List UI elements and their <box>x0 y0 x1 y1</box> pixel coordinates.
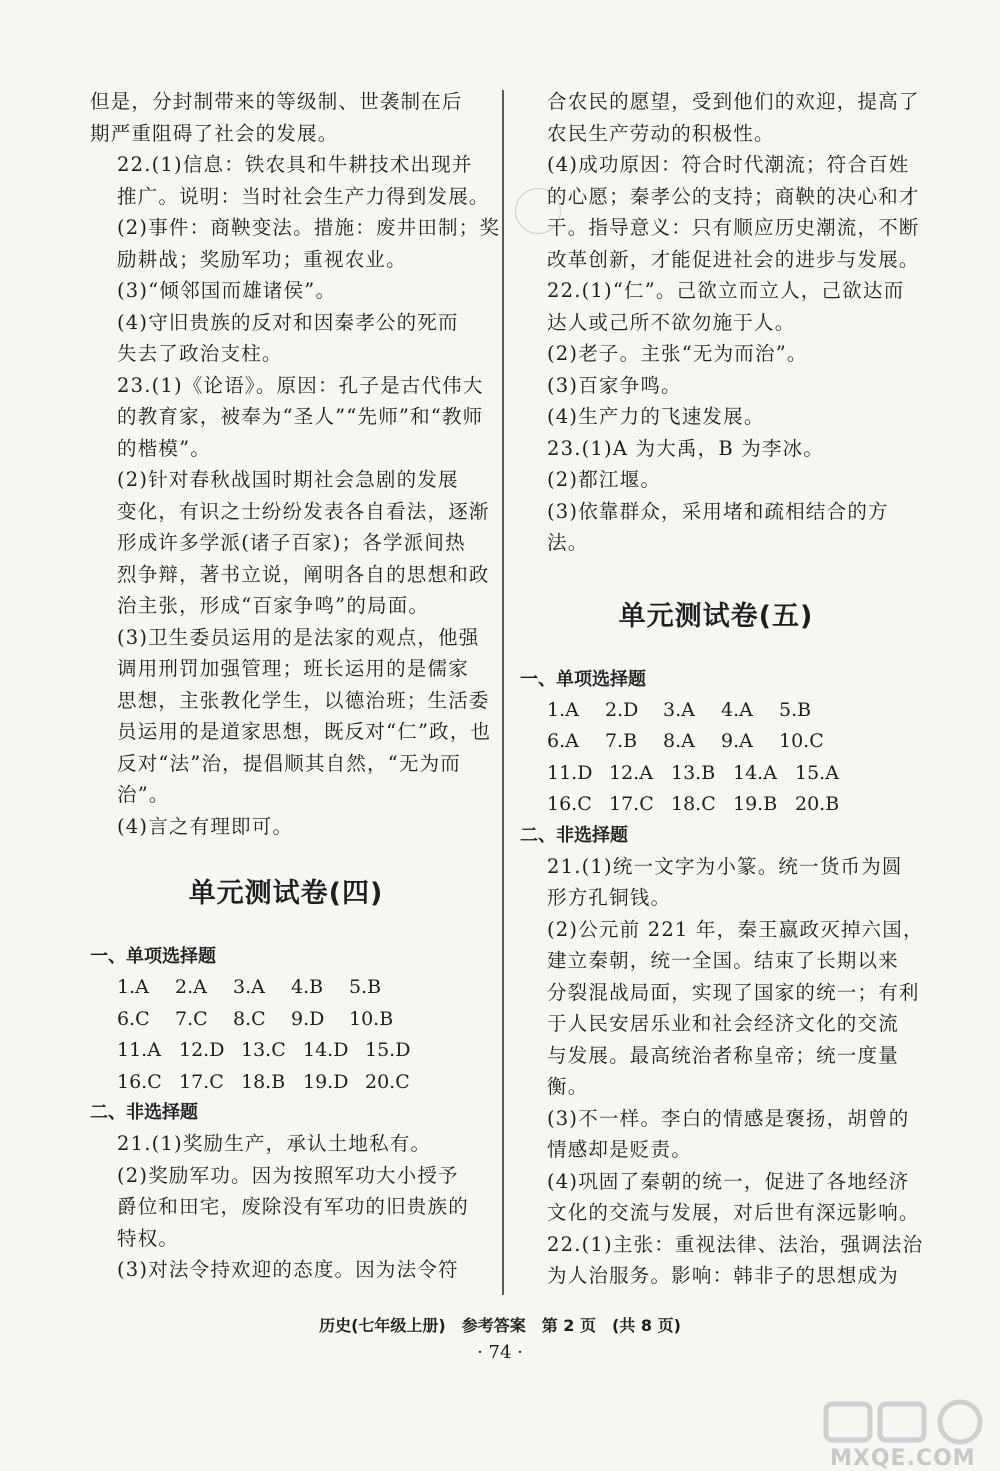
text-line: (3)卫生委员运用的是法家的观点，他强 <box>117 625 480 649</box>
answer-item: 18.C <box>671 793 716 815</box>
answer-item: 6.A <box>547 730 579 752</box>
section-heading: 一、单项选择题 <box>520 668 646 690</box>
text-line: (2)老子。主张“无为而治”。 <box>547 342 808 365</box>
text-line: 21.(1)奖励生产，承认土地私有。 <box>117 1132 432 1155</box>
answer-item: 20.B <box>795 793 840 815</box>
text-line: 烈争辩，著书立说，阐明各自的思想和政 <box>117 562 490 586</box>
text-line: 变化，有识之士纷纷发表各自看法，逐渐 <box>117 499 490 523</box>
unit-title: 单元测试卷(四) <box>188 878 384 909</box>
answer-item: 20.C <box>365 1070 410 1093</box>
text-line: 治主张，形成“百家争鸣”的局面。 <box>117 594 430 617</box>
answer-item: 12.A <box>609 761 653 784</box>
text-line: (4)成功原因：符合时代潮流；符合百姓 <box>547 153 910 176</box>
answer-item: 7.B <box>605 730 638 752</box>
text-line: 于人民安居乐业和社会经济文化的交流 <box>547 1012 899 1035</box>
section-heading: 二、非选择题 <box>90 1102 198 1123</box>
answer-row <box>90 1067 482 1099</box>
answer-item: 19.D <box>303 1070 349 1093</box>
text-line: 22.(1)信息：铁农具和牛耕技术出现并 <box>117 153 473 176</box>
spacer <box>520 559 912 589</box>
text-line: (4)言之有理即可。 <box>117 814 294 838</box>
answer-item: 8.C <box>233 1007 266 1030</box>
answer-item: 8.A <box>663 730 695 752</box>
spacer <box>90 842 482 866</box>
answer-item: 9.A <box>721 730 753 752</box>
answer-item: 15.A <box>795 761 839 784</box>
answer-item: 5.B <box>779 698 812 721</box>
text-line: (2)奖励军功。因为按照军功大小授予 <box>117 1163 459 1187</box>
answer-row <box>520 695 912 727</box>
answer-item: 12.D <box>179 1039 225 1061</box>
text-line: 21.(1)统一文字为小篆。统一货币为圆 <box>547 854 903 878</box>
answer-item: 14.A <box>733 761 777 784</box>
text-line: 失去了政治支柱。 <box>117 342 283 365</box>
answer-row <box>90 972 482 1004</box>
text-line: 反对“法”治，提倡顺其自然，“无为而 <box>117 751 462 775</box>
text-line: 22.(1)“仁”。己欲立而立人，己欲达而 <box>547 279 905 302</box>
text-line: (4)生产力的飞速发展。 <box>547 405 765 428</box>
answer-item: 4.A <box>721 698 753 721</box>
answer-row <box>520 726 912 758</box>
text-line: 形成许多学派(诸子百家)；各学派间热 <box>117 531 466 554</box>
answer-item: 17.C <box>179 1070 224 1093</box>
section-heading: 一、单项选择题 <box>90 946 216 967</box>
text-line: (3)百家争鸣。 <box>547 373 682 397</box>
column-divider <box>502 90 504 1295</box>
unit-title: 单元测试卷(五) <box>618 600 814 632</box>
spacer <box>520 645 912 665</box>
text-line: (2)公元前 221 年，秦王嬴政灭掉六国， <box>547 917 924 941</box>
answer-item: 16.C <box>547 793 592 815</box>
text-line: 的心愿；秦孝公的支持；商鞅的决心和才 <box>547 184 920 208</box>
text-line: 23.(1)《论语》。原因：孔子是古代伟大 <box>117 373 484 397</box>
text-line: 员运用的是道家思想，既反对“仁”政，也 <box>117 720 492 743</box>
answer-item: 7.C <box>175 1007 208 1030</box>
text-line: 22.(1)主张：重视法律、法治，强调法治 <box>547 1232 924 1256</box>
answer-row <box>90 1035 482 1067</box>
text-line: (2)事件：商鞅变法。措施：废井田制；奖 <box>117 216 501 239</box>
text-line: 23.(1)A 为大禹，B 为李冰。 <box>547 436 825 460</box>
section-heading: 二、非选择题 <box>520 824 628 846</box>
answer-item: 2.D <box>605 698 639 721</box>
left-column <box>90 86 501 1286</box>
answer-item: 14.D <box>303 1039 349 1061</box>
answer-row <box>520 758 912 790</box>
text-line: 分裂混战局面，实现了国家的统一；有利 <box>547 980 920 1004</box>
text-line: 治”。 <box>117 783 170 806</box>
answer-item: 6.C <box>117 1007 150 1030</box>
answer-item: 16.C <box>117 1070 162 1093</box>
answer-item: 15.D <box>365 1039 411 1061</box>
text-line: (4)巩固了秦朝的统一，促进了各地经济 <box>547 1169 910 1193</box>
right-column <box>520 86 924 1292</box>
page-footer: 历史(七年级上册) 参考答案 第 2 页 (共 8 页) <box>319 1316 681 1335</box>
answer-row <box>520 789 912 821</box>
answer-item: 3.A <box>663 698 695 721</box>
text-line: (3)不一样。李白的情感是褒扬，胡曾的 <box>547 1106 910 1130</box>
text-line: 为人治服务。影响：韩非子的思想成为 <box>547 1264 899 1287</box>
text-line: 的教育家，被奉为“圣人”“先师”和“教师 <box>117 405 484 428</box>
text-line: 但是，分封制带来的等级制、世袭制在后 <box>90 90 463 113</box>
text-line: (3)对法令持欢迎的态度。因为法令符 <box>117 1258 459 1281</box>
answer-item: 3.A <box>233 976 265 998</box>
text-line: 合农民的愿望，受到他们的欢迎，提高了 <box>547 90 920 113</box>
text-line: 调用刑罚加强管理；班长运用的是儒家 <box>117 657 469 680</box>
page-number: · 74 · <box>477 1342 523 1363</box>
text-line: 法。 <box>547 531 589 554</box>
answer-item: 13.C <box>241 1039 286 1061</box>
text-line: 建立秦朝，统一全国。结束了长期以来 <box>547 949 899 972</box>
answer-item: 1.A <box>547 698 579 721</box>
watermark-text: MXQE.COM <box>830 1446 976 1471</box>
text-line: 衡。 <box>547 1075 589 1098</box>
text-line: 与发展。最高统治者称皇帝；统一度量 <box>547 1043 899 1067</box>
answer-item: 10.B <box>349 1007 394 1030</box>
answer-item: 11.A <box>117 1039 161 1061</box>
text-line: 爵位和田宅，废除没有军功的旧贵族的 <box>117 1195 469 1218</box>
answer-item: 5.B <box>349 976 382 998</box>
text-line: 的楷模”。 <box>117 436 211 460</box>
spacer <box>90 922 482 942</box>
answer-item: 2.A <box>175 976 207 998</box>
text-line: (3)依靠群众，采用堵和疏相结合的方 <box>547 499 889 523</box>
text-line: (2)针对春秋战国时期社会急剧的发展 <box>117 468 459 491</box>
text-line: (4)守旧贵族的反对和因秦孝公的死而 <box>117 310 459 334</box>
answer-item: 9.D <box>291 1007 325 1030</box>
text-line: 期严重阻碍了社会的发展。 <box>90 121 339 145</box>
text-line: 特权。 <box>117 1226 180 1250</box>
text-line: 改革创新，才能促进社会的进步与发展。 <box>547 247 920 271</box>
answer-item: 13.B <box>671 761 716 784</box>
text-line: 思想，主张教化学生，以德治班；生活委 <box>117 688 490 712</box>
text-line: 达人或己所不欲勿施于人。 <box>547 310 796 334</box>
answer-item: 11.D <box>547 761 593 784</box>
answer-item: 10.C <box>779 730 824 752</box>
text-line: 干。指导意义：只有顺应历史潮流，不断 <box>547 216 920 239</box>
answer-item: 17.C <box>609 793 654 815</box>
answer-item: 1.A <box>117 976 149 998</box>
text-line: 文化的交流与发展，对后世有深远影响。 <box>547 1201 920 1224</box>
text-line: 形方孔铜钱。 <box>547 886 672 909</box>
answer-item: 19.B <box>733 793 778 815</box>
text-line: 情感却是贬责。 <box>547 1138 692 1161</box>
text-line: 励耕战；奖励军功；重视农业。 <box>117 247 407 271</box>
answer-item: 18.B <box>241 1070 286 1093</box>
text-line: (3)“倾邻国而雄诸侯”。 <box>117 279 337 302</box>
answer-item: 4.B <box>291 976 324 998</box>
text-line: 推广。说明：当时社会生产力得到发展。 <box>117 184 490 208</box>
answer-row <box>90 1004 482 1036</box>
text-line: (2)都江堰。 <box>547 468 662 491</box>
text-line: 农民生产劳动的积极性。 <box>547 121 775 145</box>
